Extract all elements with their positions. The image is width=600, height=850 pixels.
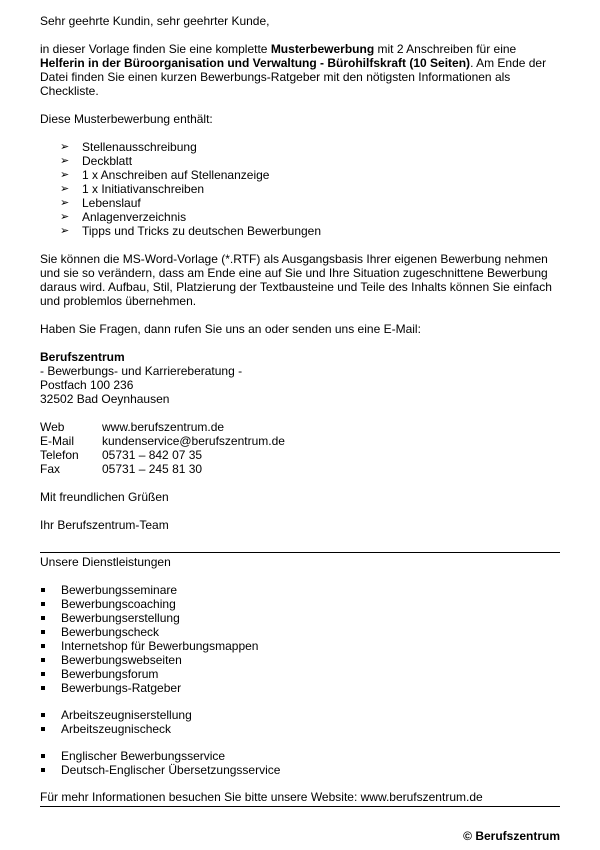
arrow-bullet-icon: ➢ <box>60 197 70 209</box>
service-item-label: Bewerbungswebseiten <box>61 653 182 667</box>
services-list-3 <box>40 749 560 777</box>
service-item-label: Bewerbungscoaching <box>61 597 176 611</box>
list-item <box>40 210 560 224</box>
list-item-label: Anlagenverzeichnis <box>82 210 187 224</box>
contact-phone-row <box>40 448 560 462</box>
questions-text: Haben Sie Fragen, dann rufen Sie uns an oder senden uns eine E-Mail: <box>40 322 421 336</box>
service-item-label: Bewerbungserstellung <box>61 611 180 625</box>
arrow-bullet-icon: ➢ <box>60 183 70 195</box>
service-item <box>40 597 560 611</box>
service-item-label: Bewerbungscheck <box>61 625 160 639</box>
list-item <box>40 154 560 168</box>
company-name: Berufszentrum <box>40 350 125 364</box>
square-bullet-icon <box>41 644 45 648</box>
square-bullet-icon <box>41 616 45 620</box>
phone-label: Telefon <box>40 448 79 462</box>
address-line-2: Postfach 100 236 <box>40 378 134 392</box>
square-bullet-icon <box>41 754 45 758</box>
copyright: © Berufszentrum <box>463 829 560 843</box>
contents-list <box>40 140 560 238</box>
square-bullet-icon <box>41 630 45 634</box>
services-heading: Unsere Dienstleistungen <box>40 555 171 569</box>
arrow-bullet-icon: ➢ <box>60 155 70 167</box>
document-page <box>40 14 560 807</box>
fax-value: 05731 – 245 81 30 <box>102 462 203 476</box>
list-item <box>40 140 560 154</box>
service-item-label: Bewerbungsseminare <box>61 583 178 597</box>
closing: Mit freundlichen Grüßen <box>40 490 169 504</box>
square-bullet-icon <box>41 672 45 676</box>
intro-text-2: mit 2 Anschreiben für eine <box>374 42 517 56</box>
arrow-bullet-icon: ➢ <box>60 211 70 223</box>
service-item <box>40 583 560 597</box>
list-item-label: 1 x Initiativanschreiben <box>82 182 205 196</box>
web-label: Web <box>40 420 65 434</box>
contains-heading: Diese Musterbewerbung enthält: <box>40 112 213 126</box>
list-item-label: Tipps und Tricks zu deutschen Bewerbungen <box>82 224 322 238</box>
intro-bold-1: Musterbewerbung <box>270 42 375 56</box>
service-item-label: Englischer Bewerbungsservice <box>61 749 226 763</box>
list-item-label: Deckblatt <box>82 154 133 168</box>
phone-value: 05731 – 842 07 35 <box>102 448 203 462</box>
list-item-label: Lebenslauf <box>82 196 141 210</box>
signature: Ihr Berufszentrum-Team <box>40 518 169 532</box>
contact-block <box>40 420 560 476</box>
list-item <box>40 182 560 196</box>
address-block <box>40 350 560 406</box>
service-item <box>40 611 560 625</box>
service-item <box>40 653 560 667</box>
service-item <box>40 625 560 639</box>
divider-top <box>40 552 560 553</box>
email-link[interactable]: kundenservice@berufszentrum.de <box>102 434 285 448</box>
service-item <box>40 749 560 763</box>
arrow-bullet-icon: ➢ <box>60 225 70 237</box>
divider-bottom <box>40 806 560 807</box>
service-item-label: Bewerbungsforum <box>61 667 159 681</box>
list-item-label: 1 x Anschreiben auf Stellenanzeige <box>82 168 270 182</box>
square-bullet-icon <box>41 602 45 606</box>
contact-fax-row <box>40 462 560 476</box>
service-item-label: Internetshop für Bewerbungsmappen <box>61 639 259 653</box>
service-item-label: Bewerbungs-Ratgeber <box>61 681 182 695</box>
square-bullet-icon <box>41 713 45 717</box>
arrow-bullet-icon: ➢ <box>60 141 70 153</box>
service-item <box>40 667 560 681</box>
service-item-label: Arbeitszeugnischeck <box>61 722 172 736</box>
service-item-label: Deutsch-Englischer Übersetzungsservice <box>61 763 281 777</box>
email-label: E-Mail <box>40 434 75 448</box>
square-bullet-icon <box>41 727 45 731</box>
usage-paragraph: Sie können die MS-Word-Vorlage (*.RTF) als Ausgangsbasis Ihrer eigenen Bewerbung nehmen und sie so verändern, dass am Ende eine auf Sie und Ihre Situation zugeschnittene Bewerbung daraus wird. Aufbau, Stil, Platzierung der Textbausteine und Teile des Inhalts können Sie einfach und problemlos übernehmen. <box>40 252 552 308</box>
intro-text-1: in dieser Vorlage finden Sie eine komplette <box>40 42 271 56</box>
square-bullet-icon <box>41 658 45 662</box>
contact-web-row <box>40 420 560 434</box>
fax-label: Fax <box>40 462 61 476</box>
list-item <box>40 196 560 210</box>
list-item-label: Stellenausschreibung <box>82 140 197 154</box>
list-item <box>40 168 560 182</box>
service-item <box>40 708 560 722</box>
web-link[interactable]: www.berufszentrum.de <box>102 420 225 434</box>
service-item <box>40 722 560 736</box>
service-item-label: Arbeitszeugniserstellung <box>61 708 192 722</box>
services-list-2 <box>40 708 560 736</box>
salutation: Sehr geehrte Kundin, sehr geehrter Kunde, <box>40 14 270 28</box>
address-line-1: - Bewerbungs- und Karriereberatung - <box>40 364 243 378</box>
arrow-bullet-icon: ➢ <box>60 169 70 181</box>
intro-bold-2: Helferin in der Büroorganisation und Verwaltung - Bürohilfskraft (10 Seiten) <box>40 56 471 70</box>
service-item <box>40 763 560 777</box>
contact-email-row <box>40 434 560 448</box>
service-item <box>40 681 560 695</box>
square-bullet-icon <box>41 588 45 592</box>
list-item <box>40 224 560 238</box>
intro-text-3: . Am Ende der Datei finden Sie einen kurzen Bewerbungs-Ratgeber mit den nötigsten Informationen als Checkliste. <box>40 56 547 98</box>
services-list-1 <box>40 583 560 695</box>
intro-paragraph <box>40 42 560 98</box>
square-bullet-icon <box>41 768 45 772</box>
address-line-3: 32502 Bad Oeynhausen <box>40 392 170 406</box>
square-bullet-icon <box>41 686 45 690</box>
service-item <box>40 639 560 653</box>
more-info-text: Für mehr Informationen besuchen Sie bitte unsere Website: www.berufszentrum.de <box>40 790 483 804</box>
